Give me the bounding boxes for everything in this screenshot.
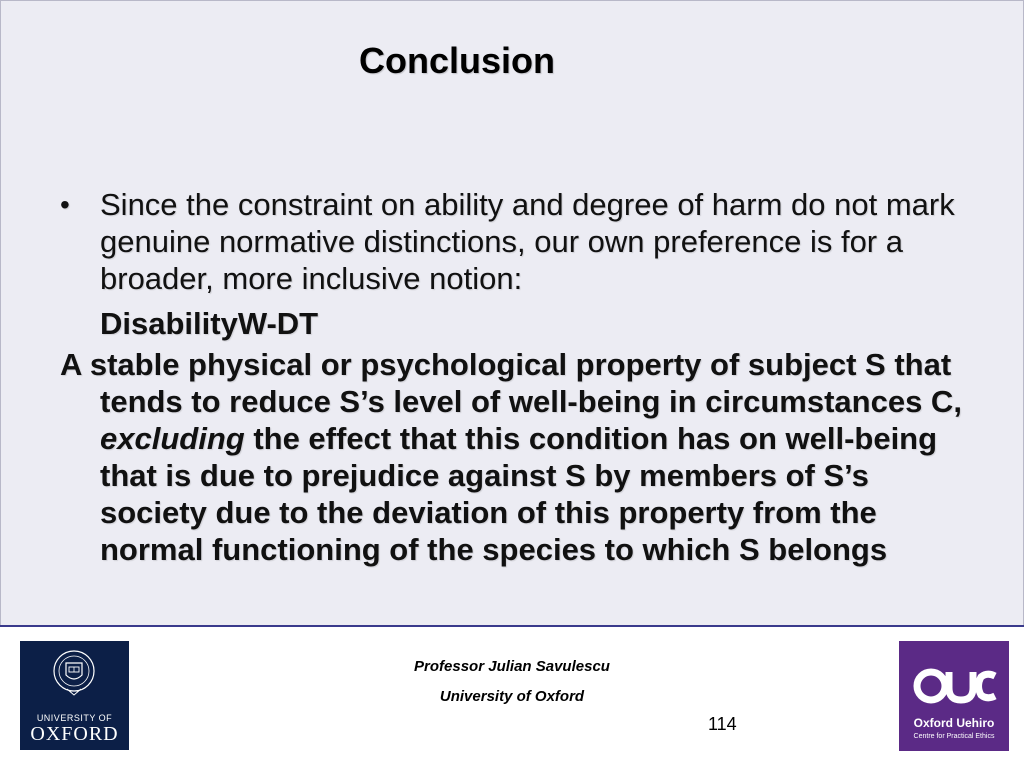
footer-institution: University of Oxford <box>439 688 585 705</box>
footer-author: Professor Julian Savulescu <box>414 658 610 675</box>
uehiro-logo-subtitle: Centre for Practical Ethics <box>913 733 995 740</box>
bullet-item <box>60 186 970 297</box>
oxford-logo-line1: UNIVERSITY OF <box>36 713 113 723</box>
bullet-text: Since the constraint on ability and degree of harm do not mark genuine normative distinctions, our own preference is for a broader, more inclusive notion: <box>100 187 955 296</box>
definition-text <box>60 346 970 568</box>
oxford-logo-line2: OXFORD <box>30 723 119 745</box>
bullet-icon: • <box>60 189 70 220</box>
uehiro-mark-icon <box>909 661 999 711</box>
uehiro-logo <box>899 641 1009 751</box>
definition-term: DisabilityW-DT <box>100 306 319 341</box>
page-number: 114 <box>708 714 737 734</box>
slide-content <box>60 186 970 568</box>
definition-emphasis: excluding <box>100 421 245 456</box>
slide-title: Conclusion <box>359 40 555 81</box>
uehiro-logo-name: Oxford Uehiro <box>913 716 995 730</box>
footer-divider <box>0 625 1024 627</box>
definition-part-2: the effect that this condition has on well-being that is due to prejudice against S by members of S’s society due to the deviation of this property from the normal functioning of the species to which S belongs <box>100 421 938 567</box>
definition-part-1: A stable physical or psychological property of subject S that tends to reduce S’s level of well-being in circumstances C, <box>60 347 962 419</box>
